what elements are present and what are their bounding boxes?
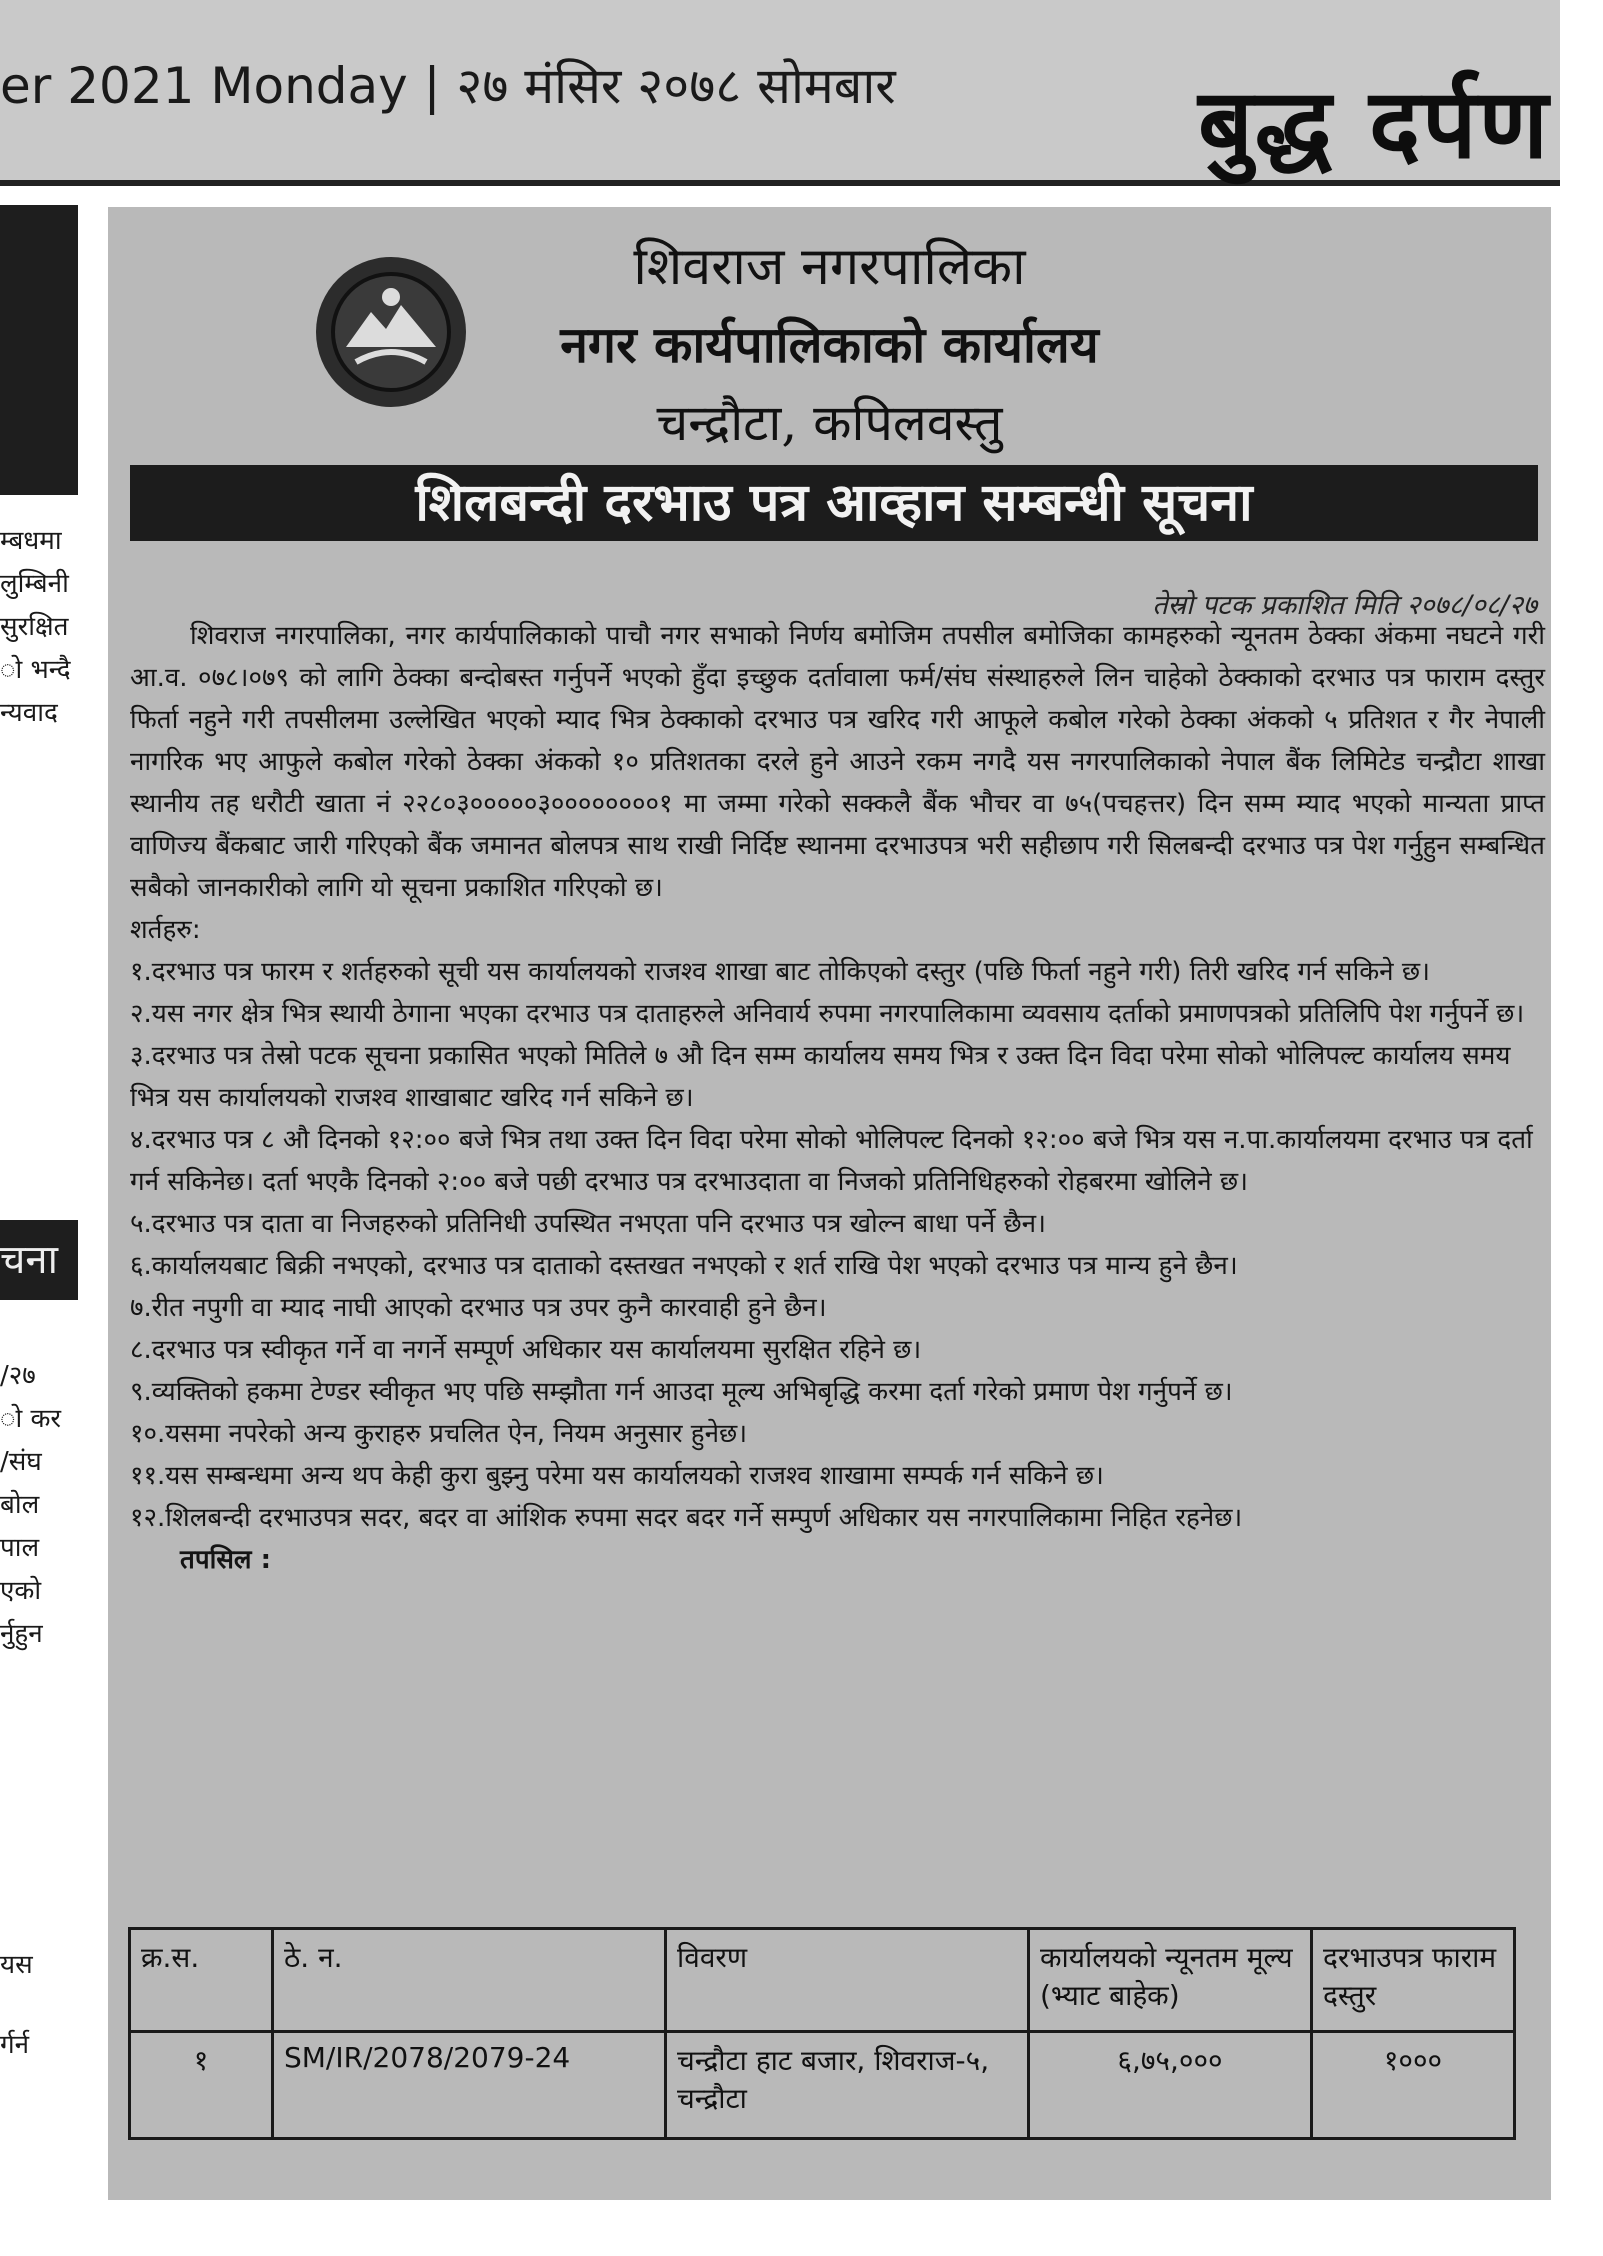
cell-description: चन्द्रौटा हाट बजार, शिवराज-५, चन्द्रौटा — [666, 2032, 1029, 2139]
adjacent-text-bottom — [0, 1925, 80, 2085]
condition-item: ९.व्यक्तिको हकमा टेण्डर स्वीकृत भए पछि सम्झौता गर्न आउदा मूल्य अभिबृद्धि करमा दर्ता गरेको प्रमाण पेश गर्नुपर्ने छ। — [130, 1377, 1233, 1407]
condition-item: १०.यसमा नपरेको अन्य कुराहरु प्रचलित ऐन, नियम अनुसार हुनेछ। — [130, 1419, 748, 1449]
masthead-date-line: er 2021 Monday | २७ मंसिर २०७८ सोमबार — [0, 57, 896, 115]
column-header: कार्यालयको न्यूनतम मूल्य (भ्याट बाहेक) — [1029, 1929, 1312, 2032]
condition-item: २.यस नगर क्षेत्र भित्र स्थायी ठेगाना भएका दरभाउ पत्र दाताहरुले अनिवार्य रुपमा नगरपालिकामा व्यवसाय दर्ताको प्रमाणपत्रको प्रतिलिपि पेश गर्नुपर्ने छ। — [130, 999, 1525, 1029]
schedule-label: तपसिल : — [180, 1545, 271, 1575]
cell-contract-no: SM/IR/2078/2079-24 — [273, 2032, 666, 2139]
condition-item: ११.यस सम्बन्धमा अन्य थप केही कुरा बुझ्नु परेमा यस कार्यालयको राजश्व शाखामा सम्पर्क गर्न सकिने छ। — [130, 1461, 1104, 1491]
adjacent-line: म्बधमा — [0, 526, 62, 556]
adjacent-line: र्गर्न — [0, 2030, 30, 2060]
adjacent-line: पाल — [0, 1533, 40, 1563]
table-row — [130, 2032, 1515, 2139]
newspaper-logo: बुद्ध दर्पण — [1198, 67, 1550, 180]
tender-notice — [108, 207, 1551, 2200]
condition-item: १२.शिलबन्दी दरभाउपत्र सदर, बदर वा आंशिक रुपमा सदर बदर गर्ने सम्पुर्ण अधिकार यस नगरपालिकामा निहित रहनेछ। — [130, 1503, 1243, 1533]
cell-form-fee: १००० — [1312, 2032, 1515, 2139]
adjacent-line: ो भन्दै — [0, 655, 71, 685]
adjacent-text-upper — [0, 520, 80, 735]
adjacent-line: र्नुहुन — [0, 1619, 43, 1649]
adjacent-line: एको — [0, 1576, 42, 1606]
newspaper-masthead — [0, 0, 1560, 186]
column-header: क्र.स. — [130, 1929, 273, 2032]
adjacent-text-lower — [0, 1355, 80, 1656]
adjacent-line: /२७ — [0, 1361, 36, 1391]
notice-title-banner: शिलबन्दी दरभाउ पत्र आव्हान सम्बन्धी सूचना — [130, 465, 1538, 541]
condition-item: १.दरभाउ पत्र फारम र शर्तहरुको सूची यस कार्यालयको राजश्व शाखा बाट तोकिएको दस्तुर (पछि फिर्ता नहुने गरी) तिरी खरिद गर्न सकिने छ। — [130, 957, 1430, 987]
adjacent-heading-block: चना — [0, 1220, 78, 1300]
office-name: नगर कार्यपालिकाको कार्यालय — [560, 315, 1099, 374]
condition-item: ३.दरभाउ पत्र तेस्रो पटक सूचना प्रकासित भएको मितिले ७ औ दिन सम्म कार्यालय समय भित्र र उक्त दिन विदा परेमा सोको भोलिपल्ट कार्यालय समय भित्र यस कार्यालयको राजश्व शाखाबाट खरिद गर्न सकिने छ। — [130, 1041, 1511, 1113]
adjacent-line: /संघ — [0, 1447, 42, 1477]
notice-paragraph: शिवराज नगरपालिका, नगर कार्यपालिकाको पाचौ नगर सभाको निर्णय बमोजिम तपसील बमोजिका कामहरुको न्यूनतम ठेक्का अंकमा नघटने गरी आ.व. ०७८।०७९ को लागि ठेक्का बन्दोबस्त गर्नुपर्ने भएको हुँदा इच्छुक दर्तावाला फर्म/संघ संस्थाहरुले लिन चाहेको ठेक्काको दरभाउ पत्र फाराम दस्तुर फिर्ता नहुने गरी तपसीलमा उल्लेखित भएको म्याद भित्र ठेक्काको दरभाउ पत्र खरिद गरी आफूले कबोल गरेको ठेक्का अंकको ५ प्रतिशत र गैर नेपाली नागरिक भए आफुले कबोल गरेको ठेक्का अंकको १० प्रतिशतका दरले हुने आउने रकम नगदै यस नगरपालिकाको नेपाल बैंक लिमिटेड चन्द्रौटा शाखा स्थानीय तह धरौटी खाता नं २२८०३०००००३००००००००१ मा जम्मा गरेको सक्कलै बैंक भौचर वा ७५(पचहत्तर) दिन सम्म म्याद भएको मान्यता प्राप्त वाणिज्य बैंकबाट जारी गरिएको बैंक जमानत बोलपत्र साथ राखी निर्दिष्ट स्थानमा दरभाउपत्र भरी सहीछाप गरी सिलबन्दी दरभाउ पत्र पेश गर्नुहुन सम्बन्धित सबैको जानकारीको लागि यो सूचना प्रकाशित गरिएको छ। — [130, 621, 1545, 903]
condition-item: ४.दरभाउ पत्र ८ औ दिनको १२:०० बजे भित्र तथा उक्त दिन विदा परेमा सोको भोलिपल्ट दिनको १२:०० बजे भित्र यस न.पा.कार्यालयमा दरभाउ पत्र दर्ता गर्न सकिनेछ। दर्ता भएकै दिनको २:०० बजे पछी दरभाउ पत्र दरभाउदाता वा निजको प्रतिनिधिहरुको रोहबरमा खोलिने छ। — [130, 1125, 1533, 1197]
conditions-heading: शर्तहरु: — [130, 915, 201, 945]
adjacent-line: सुरक्षित — [0, 612, 69, 642]
tender-schedule-table — [128, 1927, 1516, 2140]
adjacent-line: न्यवाद — [0, 698, 58, 728]
column-header: ठे. न. — [273, 1929, 666, 2032]
condition-item: ७.रीत नपुगी वा म्याद नाघी आएको दरभाउ पत्र उपर कुनै कारवाही हुने छैन। — [130, 1293, 827, 1323]
adjacent-line: लुम्बिनी — [0, 569, 69, 599]
table-header-row — [130, 1929, 1515, 2032]
municipality-name: शिवराज नगरपालिका — [633, 237, 1026, 297]
adjacent-line: बोल — [0, 1490, 40, 1520]
cell-serial: १ — [130, 2032, 273, 2139]
publication-date: तेस्रो पटक प्रकाशित मिति २०७८/०८/२७ — [1152, 590, 1537, 621]
condition-item: ८.दरभाउ पत्र स्वीकृत गर्ने वा नगर्ने सम्पूर्ण अधिकार यस कार्यालयमा सुरक्षित रहिने छ। — [130, 1335, 922, 1365]
cell-min-price: ६,७५,००० — [1029, 2032, 1312, 2139]
adjacent-article-image — [0, 205, 78, 495]
column-header: विवरण — [666, 1929, 1029, 2032]
office-address: चन्द्रौटा, कपिलवस्तु — [656, 394, 1003, 452]
notice-body — [130, 615, 1545, 1581]
adjacent-line: यस — [0, 1950, 33, 1980]
column-header: दरभाउपत्र फाराम दस्तुर — [1312, 1929, 1515, 2032]
adjacent-article-column — [0, 200, 80, 2200]
condition-item: ६.कार्यालयबाट बिक्री नभएको, दरभाउ पत्र दाताको दस्तखत नभएको र शर्त राखि पेश भएको दरभाउ पत्र मान्य हुने छैन। — [130, 1251, 1238, 1281]
adjacent-line: ो कर — [0, 1404, 62, 1434]
condition-item: ५.दरभाउ पत्र दाता वा निजहरुको प्रतिनिधी उपस्थित नभएता पनि दरभाउ पत्र खोल्न बाधा पर्ने छैन। — [130, 1209, 1046, 1239]
